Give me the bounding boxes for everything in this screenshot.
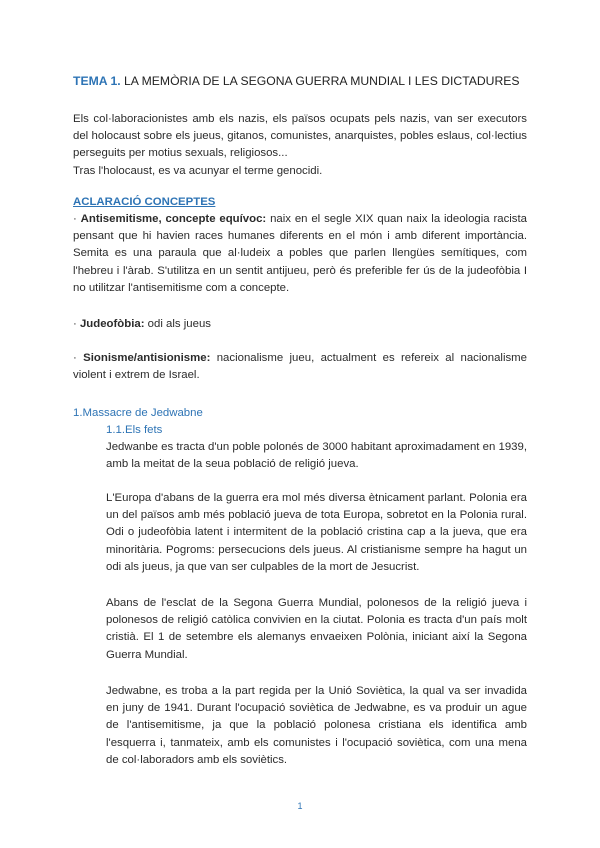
page-title (73, 73, 543, 89)
subsection-heading (106, 422, 527, 439)
body-paragraph: Jedwanbe es tracta d'un poble polonés de 3000 habitant aproximadament en 1939, amb la meitat de la seua població de religió jueva. (106, 441, 527, 471)
concept-zionism (73, 350, 527, 384)
body-paragraph: Abans de l'esclat de la Segona Guerra Mundial, polonesos de la religió jueva i polonesos de religió catòlica convivien en la ciutat. Polonia es tracta d'un país molt cristià. El 1 de setembre els alemanys envaeixen Polònia, iniciant així la Segona Guerra Mundial. (106, 597, 527, 661)
concept-term: Judeofòbia: (79, 318, 145, 330)
concepts-heading-text: ACLARACIÓ CONCEPTES (73, 196, 216, 208)
page-number: 1 (297, 801, 303, 811)
concept-term: Sionisme/antisionisme: (83, 352, 211, 364)
bullet: · (73, 352, 84, 364)
body-paragraph: L'Europa d'abans de la guerra era mol més diversa ètnicament parlant. Polonia era un del països amb més població jueva de tota Europa, sobretot en la Polonia rural. Odi o judeofòbia latent i intermitent de la població cristina cap a la jueva, que era minoritària. Pogroms: persecucions dels jueus. Al cristianisme sempre ha hagut un odi als jueus, ja que van ser culpables de la mort de Jesucrist. (106, 492, 527, 573)
section-heading (73, 405, 527, 422)
concept-definition: odi als jueus (144, 318, 212, 330)
concept-definition: naix en el segle XIX quan naix la ideologia racista pensant que hi havien races humanes diferents en el món i amb diferent importància. Semita es una paraula que al·ludeix a pobles que parlen llengües semítiques, com l'hebreu i l'àrab. S'utilitza en un sentit antijueu, però és preferible fer ús de la judeofòbia I no utilitzar l'antisemitisme com a concepte. (73, 213, 528, 294)
section-heading-text: 1.Massacre de Jedwabne (73, 407, 203, 419)
concept-term: Antisemitisme, concepte equívoc: (80, 213, 267, 225)
bullet: · (73, 318, 80, 330)
intro-paragraph (73, 111, 527, 180)
intro-text-genocide: Tras l'holocaust, es va acunyar el terme genocidi. (73, 164, 323, 177)
title-text: LA MEMÒRIA DE LA SEGONA GUERRA MUNDIAL I LES DICTADURES (120, 74, 520, 88)
concept-judeophobia (73, 316, 527, 333)
concept-antisemitism (73, 211, 527, 297)
concept-definition: nacionalisme jueu, actualment es refereix al nacionalisme violent i extrem de Israel. (73, 352, 527, 382)
concepts-heading (73, 194, 527, 211)
body-paragraph: Jedwabne, es troba a la part regida per la Unió Soviètica, la qual va ser invadida en juny de 1941. Durant l'ocupació soviètica de Jedwabne, es va produir un ague de l'antisemitisme, ja que la població polonesa cristiana els identifica amb l'esquerra i, tanmateix, amb els comunistes i l'ocupació soviètica, com una mena de col·laboradors amb els soviètics. (106, 685, 527, 766)
subsection-heading-text: 1.1.Els fets (106, 424, 163, 436)
bullet: · (73, 213, 81, 225)
intro-text: Els col·laboracionistes amb els nazis, els països ocupats pels nazis, van ser executors del holocaust sobre els jueus, gitanos, comunistes, anarquistes, pobles eslaus, col·lectius perseguits per motius sexuals, religiosos... (73, 113, 527, 160)
title-prefix: TEMA 1. (73, 74, 121, 88)
